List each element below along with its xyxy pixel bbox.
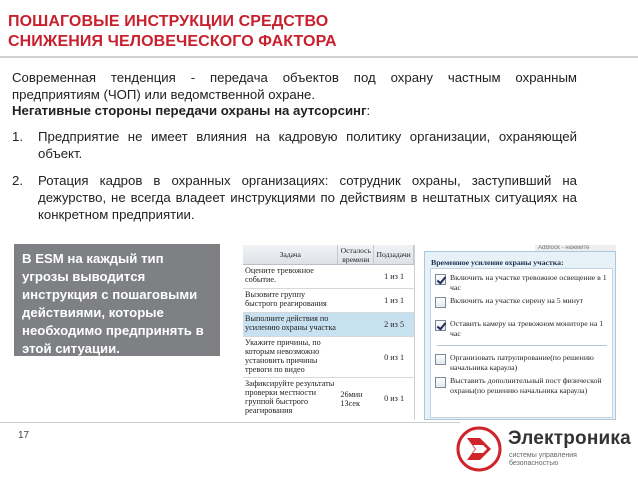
actions-panel-title: Временное усиление охраны участка: [431, 258, 564, 267]
checklist-item[interactable] [431, 273, 613, 292]
subtasks-cell: 2 из 5 [384, 320, 405, 329]
column-header-task[interactable]: Задача [243, 245, 338, 264]
subtasks-cell: 1 из 1 [384, 272, 405, 281]
negatives-colon: : [366, 103, 371, 118]
column-header-time-left[interactable]: Осталось времени [338, 245, 374, 264]
time-cell [338, 337, 374, 377]
checklist-label: Включить на участке тревожное освещение в 1 час [450, 273, 607, 292]
checklist-item[interactable] [431, 296, 613, 308]
electronika-logo-icon [456, 426, 502, 472]
intro-text: Современная тенденция - передача объектов под охрану частным охранным предприятиям (ЧОП) или ведомственной охране. [12, 70, 577, 102]
negatives-list [12, 128, 577, 233]
task-cell: Укажите причины, по которым невозможно установить причины тревоги по видео [245, 338, 321, 374]
actions-panel [424, 251, 616, 420]
subtasks-cell: 1 из 1 [384, 296, 405, 305]
subtasks-cell: 0 из 1 [384, 352, 405, 362]
company-logo [454, 420, 638, 479]
logo-subtitle-line-2: безопасностью [509, 460, 559, 467]
checklist-divider [437, 345, 607, 346]
column-header-subtasks[interactable]: Подзадачи [374, 245, 414, 264]
list-item-number: 2. [12, 173, 23, 188]
checkbox-checked[interactable] [435, 274, 446, 285]
list-item [12, 172, 577, 223]
table-row[interactable] [243, 265, 414, 289]
logo-subtitle-line-1: системы управления [509, 452, 577, 459]
checklist-label: Включить на участке сирену на 5 минут [450, 296, 584, 305]
checklist-label: Выставить дополнительный пост физической охраны(по решению начальника караула) [450, 376, 602, 395]
time-cell [338, 265, 374, 288]
checkbox-unchecked[interactable] [435, 377, 446, 388]
checklist-label: Оставить камеру на тревожном мониторе на 1 час [450, 319, 604, 338]
footer-divider [0, 422, 460, 423]
esm-callout: В ESM на каждый тип угрозы выводится инструкция с пошаговыми действиями, которые необходимо предпринять в этой ситуации. [14, 244, 220, 356]
list-item [12, 128, 577, 162]
task-cell: Оцените тревожное событие. [245, 266, 314, 284]
checkbox-unchecked[interactable] [435, 297, 446, 308]
time-cell: 26мин 13сек [340, 389, 363, 408]
checklist-item[interactable] [431, 376, 613, 395]
task-cell: Выполните действия по усилению охраны участка [245, 314, 336, 332]
esm-screenshot [243, 245, 616, 420]
negatives-heading: Негативные стороны передачи охраны на аутсорсинг [12, 103, 367, 118]
page-number: 17 [18, 430, 30, 441]
table-row[interactable] [243, 289, 414, 313]
negatives-line [12, 103, 577, 120]
checkbox-checked[interactable] [435, 320, 446, 331]
logo-name: Электроника [508, 428, 631, 449]
task-cell: Зафиксируйте результаты проверки местности группой быстрого реагирования [245, 379, 335, 415]
title-divider [0, 56, 638, 58]
subtasks-cell: 0 из 1 [384, 394, 405, 403]
intro-block [12, 70, 577, 120]
slide-title [8, 12, 568, 52]
adblock-banner[interactable]: AdBlock - нажмите [535, 245, 616, 254]
logo-subtitle [509, 452, 577, 468]
table-row-selected[interactable] [243, 313, 414, 337]
list-item-text: Предприятие не имеет влияния на кадровую политику организации, охраняющей объект. [38, 129, 577, 161]
table-row[interactable] [243, 378, 414, 419]
list-item-number: 1. [12, 129, 23, 144]
task-table-header [243, 245, 414, 265]
time-cell [338, 289, 374, 312]
slide-title-line-1: ПОШАГОВЫЕ ИНСТРУКЦИИ СРЕДСТВО [8, 13, 329, 30]
list-item-text: Ротация кадров в охранных организациях: сотрудник охраны, заступивший на дежурство, не всегда владеет инструкциями по действиям в нештатных ситуациях на конкретном предприятии. [38, 173, 577, 222]
table-row[interactable] [243, 337, 414, 378]
time-cell [338, 313, 374, 336]
checkbox-unchecked[interactable] [435, 354, 446, 365]
checklist-item[interactable] [431, 353, 613, 372]
task-table [243, 245, 415, 420]
checklist-label: Организовать патрулирование(по решению начальника караула) [450, 353, 594, 372]
checklist-item[interactable] [431, 319, 613, 338]
slide-title-line-2: СНИЖЕНИЯ ЧЕЛОВЕЧЕСКОГО ФАКТОРА [8, 33, 337, 50]
actions-checklist [430, 268, 613, 418]
task-cell: Вызовите группу быстрого реагирования [245, 290, 327, 308]
